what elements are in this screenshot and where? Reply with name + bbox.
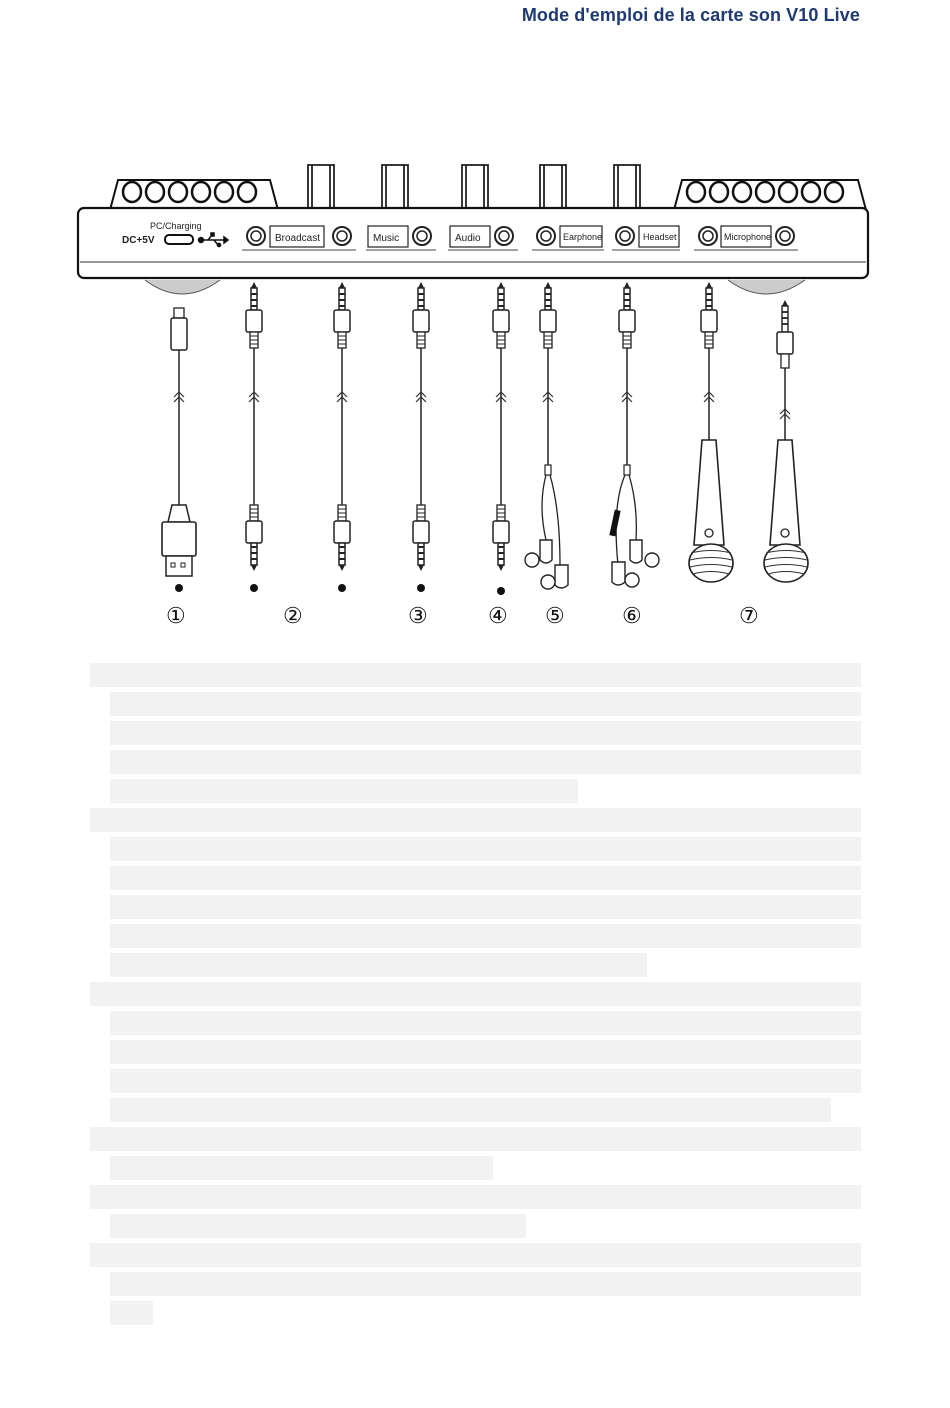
headset-cable bbox=[609, 282, 659, 587]
callout-7: ⑦ bbox=[739, 603, 759, 628]
text-line bbox=[90, 1185, 861, 1209]
text-line bbox=[90, 808, 861, 832]
aux-cable-audio bbox=[493, 282, 509, 595]
microphone-port-label: Microphone bbox=[724, 232, 772, 242]
text-line bbox=[110, 1214, 526, 1238]
text-line bbox=[110, 866, 861, 890]
top-knobs bbox=[308, 165, 640, 210]
text-line bbox=[110, 750, 861, 774]
callout-4: ④ bbox=[488, 603, 508, 628]
text-line bbox=[110, 721, 861, 745]
text-line bbox=[110, 692, 861, 716]
text-line bbox=[110, 1272, 861, 1296]
text-line bbox=[110, 1069, 861, 1093]
callout-1: ① bbox=[166, 603, 186, 628]
headset-port-label: Headset bbox=[643, 232, 677, 242]
aux-cable-music bbox=[413, 282, 429, 592]
music-port-label: Music bbox=[373, 233, 400, 244]
pc-charging-label: PC/Charging bbox=[150, 221, 202, 231]
text-line bbox=[110, 1098, 831, 1122]
text-line bbox=[90, 1243, 861, 1267]
text-line bbox=[110, 779, 578, 803]
microphone-1 bbox=[689, 282, 733, 582]
text-line bbox=[90, 1127, 861, 1151]
earphone-port-label: Earphone bbox=[563, 232, 603, 242]
text-line bbox=[110, 924, 861, 948]
left-big-knob bbox=[110, 180, 278, 210]
text-line bbox=[90, 663, 861, 687]
aux-cable-broadcast-1 bbox=[246, 282, 262, 592]
callout-5: ⑤ bbox=[545, 603, 565, 628]
usb-cable bbox=[162, 308, 196, 592]
broadcast-port-label: Broadcast bbox=[275, 233, 321, 244]
microphone-2 bbox=[764, 300, 808, 582]
page-title: Mode d'emploi de la carte son V10 Live bbox=[521, 5, 860, 25]
power-label: DC+5V bbox=[122, 235, 155, 246]
callout-3: ③ bbox=[408, 603, 428, 628]
callout-2: ② bbox=[283, 603, 303, 628]
text-line bbox=[110, 953, 647, 977]
text-line bbox=[110, 1011, 861, 1035]
text-line bbox=[110, 895, 861, 919]
right-big-knob bbox=[674, 180, 866, 210]
audio-port-label: Audio bbox=[455, 233, 481, 244]
earphone-cable bbox=[525, 282, 568, 589]
text-line bbox=[110, 1301, 153, 1325]
text-line bbox=[90, 982, 861, 1006]
text-line bbox=[110, 1040, 861, 1064]
text-line bbox=[110, 837, 861, 861]
callout-numbers bbox=[166, 603, 759, 628]
text-line bbox=[110, 1156, 493, 1180]
connection-diagram bbox=[0, 0, 950, 650]
aux-cable-broadcast-2 bbox=[334, 282, 350, 592]
callout-6: ⑥ bbox=[622, 603, 642, 628]
